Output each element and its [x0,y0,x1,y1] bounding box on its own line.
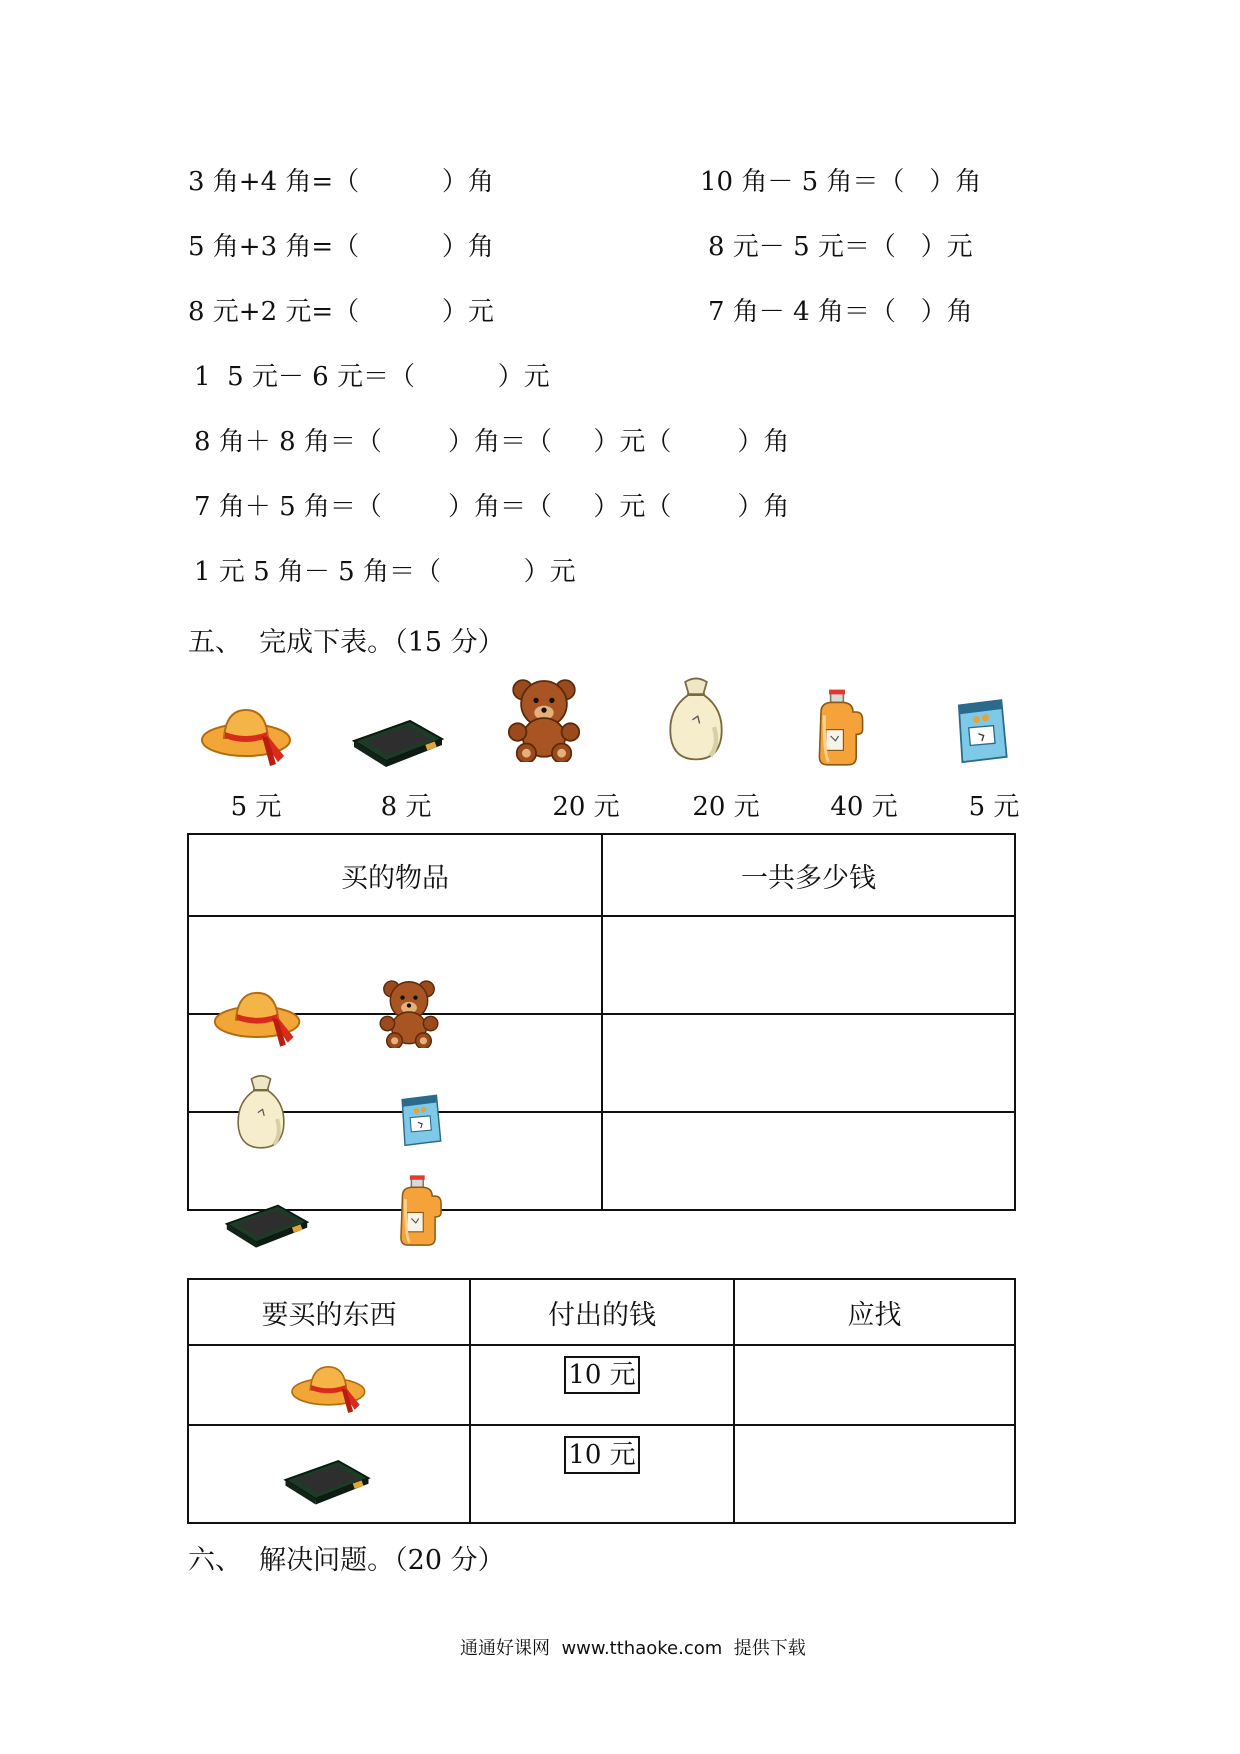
table2-row1-item [188,1345,470,1425]
equation-left-2: 5 角+3 角=（ ）角 [188,232,494,262]
table2-header-paid: 付出的钱 [470,1279,734,1345]
paid-amount-box: 10 元 [564,1356,639,1394]
table-row [188,1345,1015,1425]
table2-row1-paid-cell [470,1345,734,1425]
sack-icon [229,1069,293,1153]
equation-full-3: 7 角＋ 5 角＝（ ）角＝（ ）元（ ）角 [194,492,790,522]
juice-jug-icon [395,1173,447,1249]
price-juice-jug: 40 元 [830,792,898,822]
equation-full-2: 8 角＋ 8 角＝（ ）角＝（ ）元（ ）角 [194,427,790,457]
table2-row1-change-input[interactable] [734,1345,1015,1425]
juice-jug-icon [812,688,922,788]
chalkboard-icon [279,1446,375,1512]
hat-icon [211,975,307,1053]
price-sack: 20 元 [692,792,760,822]
paid-amount-box: 10 元 [564,1436,639,1474]
table-row [188,916,1015,1014]
equation-left-1: 3 角+4 角=（ ）角 [188,167,494,197]
purchase-total-table [187,833,1016,1211]
table2-row2-change-input[interactable] [734,1425,1015,1523]
hat-icon [285,1352,375,1418]
table1-row1-total-input[interactable] [602,916,1015,1014]
snack-bag-icon [950,696,1060,796]
sack-icon [660,672,770,772]
equation-right-1: 10 角－ 5 角＝（ ）角 [700,167,982,197]
section-5-title: 五、 完成下表。（15 分） [188,627,505,658]
table-row [188,1425,1015,1523]
table2-row2-paid-cell [470,1425,734,1523]
table1-row2-total-input[interactable] [602,1014,1015,1112]
equation-full-1: 1 5 元－ 6 元＝（ ）元 [194,362,550,392]
footer-credit: 通通好课网 www.tthaoke.com 提供下载 [460,1638,806,1659]
section-6-title: 六、 解决问题。（20 分） [188,1545,505,1576]
equation-full-4: 1 元 5 角－ 5 角＝（ ）元 [194,557,576,587]
table1-row3-total-input[interactable] [602,1112,1015,1210]
hat-icon [198,692,308,792]
table2-header-item: 要买的东西 [188,1279,470,1345]
table1-header-items: 买的物品 [188,834,602,916]
snack-bag-icon [395,1091,445,1151]
price-hat: 5 元 [230,792,282,822]
teddy-bear-icon [500,672,610,772]
table-row [188,1014,1015,1112]
table-row [188,1112,1015,1210]
teddy-bear-icon [373,973,445,1051]
equation-right-2: 8 元－ 5 元＝（ ）元 [708,232,973,262]
table2-header-change: 应找 [734,1279,1015,1345]
price-chalkboard: 8 元 [380,792,432,822]
chalkboard-icon [219,1191,315,1255]
table1-header-total: 一共多少钱 [602,834,1015,916]
price-teddy-bear: 20 元 [552,792,620,822]
table2-row2-item [188,1425,470,1523]
equation-right-3: 7 角－ 4 角＝（ ）角 [708,297,973,327]
equation-left-3: 8 元+2 元=（ ）元 [188,297,494,327]
change-table [187,1278,1016,1524]
table1-row1-items [188,916,602,1014]
price-snack-bag: 5 元 [968,792,1020,822]
